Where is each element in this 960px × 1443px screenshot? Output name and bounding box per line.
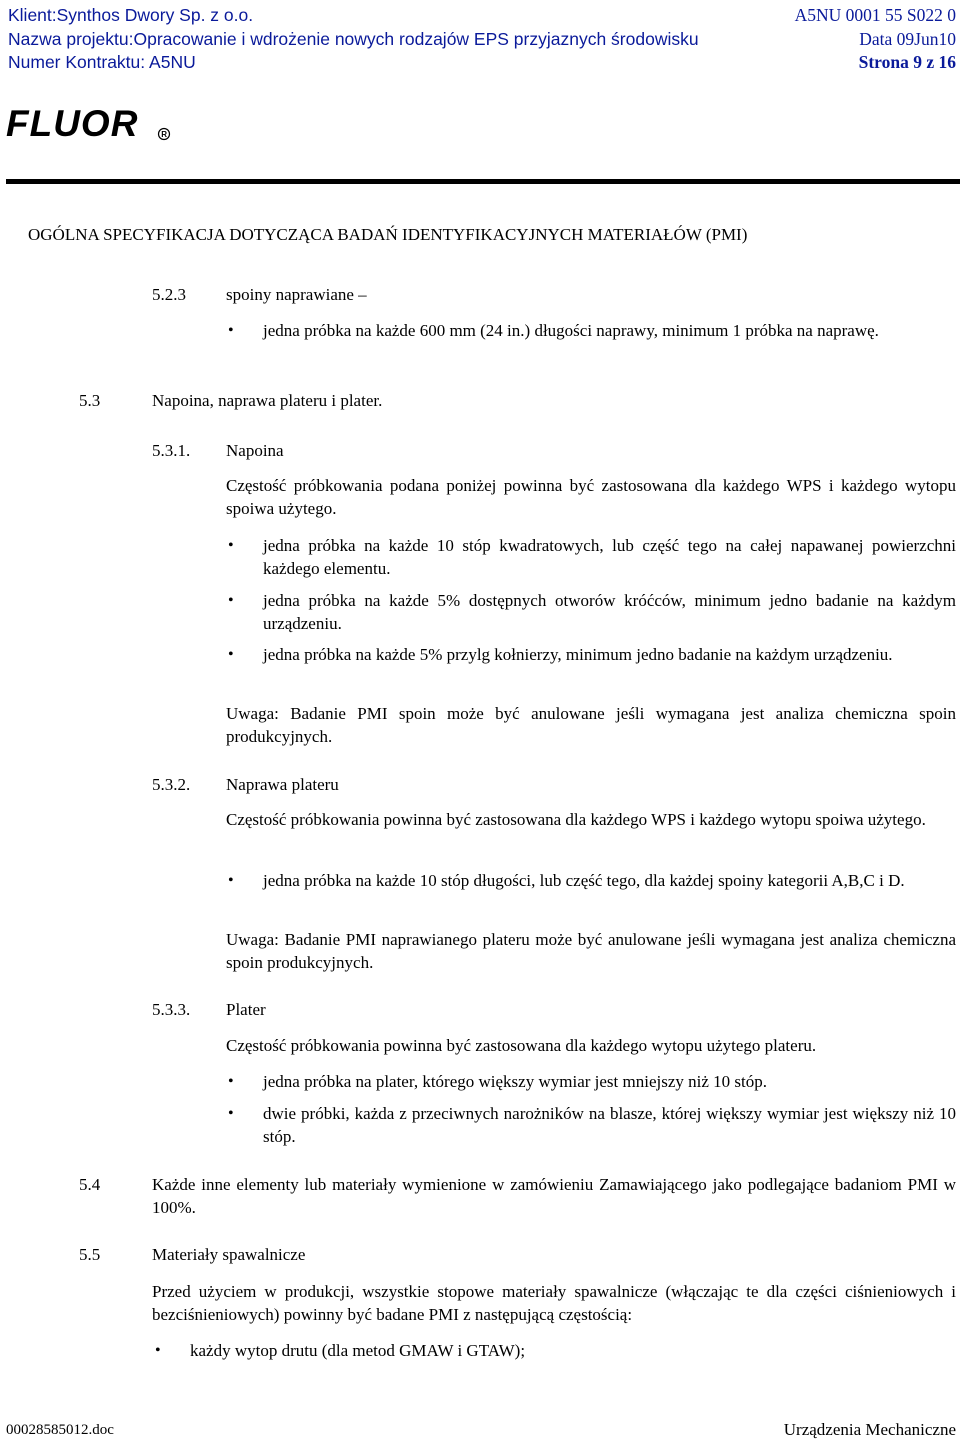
section-number-5-5: 5.5 [79,1245,101,1264]
bullet-icon: • [228,646,234,663]
section-number-5-3-2: 5.3.2. [152,775,191,794]
bullet-icon: • [228,537,234,554]
client-name: Klient:Synthos Dwory Sp. z o.o. [8,5,254,25]
list-item: jedna próbka na każde 10 stóp kwadratowych, lub część tego na całej napawanej powierzchni każdego elementu. [263,536,956,578]
list-item: jedna próbka na każde 10 stóp długości, lub część tego, dla każdej spoiny kategorii A,B,C i D. [263,871,905,890]
section-number-5-3-3: 5.3.3. [152,1000,191,1019]
paragraph-5-3-3: Częstość próbkowania powinna być zastosowana dla każdego wytopu użytego plateru. [226,1036,817,1055]
section-number-5-3: 5.3 [79,391,101,410]
paragraph-5-5: Przed użyciem w produkcji, wszystkie stopowe materiały spawalnicze (włączając te dla części ciśnieniowych i bezciśnieniowych) powinny być badane PMI z następującą częstością: [152,1282,956,1324]
list-item: jedna próbka na każde 5% dostępnych otworów króćców, minimum jedno badanie na każdym urządzeniu. [263,591,956,633]
list-item: każdy wytop drutu (dla metod GMAW i GTAW); [190,1341,526,1360]
paragraph-5-4: Każde inne elementy lub materiały wymienione w zamówieniu Zamawiającego jako podlegające badaniom PMI w 100%. [152,1175,956,1217]
document-number: A5NU 0001 55 S022 0 [794,5,956,25]
contract-number: Numer Kontraktu: A5NU [8,52,196,72]
section-title-5-3: Napoina, naprawa plateru i plater. [152,391,383,410]
section-title-5-2-3: spoiny naprawiane – [226,285,367,304]
section-title-5-3-3: Plater [226,1000,266,1019]
paragraph-5-3-2: Częstość próbkowania powinna być zastosowana dla każdego WPS i każdego wytopu spoiwa użytego. [226,810,926,829]
logo-wordmark: FLUOR [6,106,139,144]
list-item: jedna próbka na każde 5% przylg kołnierzy, minimum jedno badanie na każdym urządzeniu. [263,645,893,664]
section-number-5-4: 5.4 [79,1175,101,1194]
registered-mark-letter: R [161,130,167,140]
section-number-5-3-1: 5.3.1. [152,441,191,460]
bullet-icon: • [228,872,234,889]
bullet-icon: • [228,592,234,609]
list-item: dwie próbki, każda z przeciwnych narożników na blasze, której większy wymiar jest większy niż 10 stóp. [263,1104,956,1146]
paragraph-5-3-1: Częstość próbkowania podana poniżej powinna być zastosowana dla każdego WPS i każdego wytopu spoiwa użytego. [226,476,956,518]
note-5-3-1: Uwaga: Badanie PMI spoin może być anulowane jeśli wymagana jest analiza chemiczna spoin produkcyjnych. [226,704,956,746]
bullet-icon: • [228,322,234,339]
bullet-icon: • [228,1105,234,1122]
note-5-3-2: Uwaga: Badanie PMI naprawianego plateru może być anulowane jeśli wymagana jest analiza chemiczna spoin produkcyjnych. [226,930,956,972]
bullet-icon: • [155,1342,161,1359]
section-title-5-5: Materiały spawalnicze [152,1245,306,1264]
footer-department: Urządzenia Mechaniczne [783,1420,956,1439]
footer-filename: 00028585012.doc [6,1422,114,1438]
section-title-5-3-2: Naprawa plateru [226,775,339,794]
document-title: OGÓLNA SPECYFIKACJA DOTYCZĄCA BADAŃ IDENTYFIKACYJNYCH MATERIAŁÓW (PMI) [28,225,748,244]
document-date: Data 09Jun10 [859,29,956,49]
page-number: Strona 9 z 16 [858,52,956,72]
list-item: jedna próbka na plater, którego większy wymiar jest mniejszy niż 10 stóp. [263,1072,767,1091]
section-title-5-3-1: Napoina [226,441,284,460]
list-item: jedna próbka na każde 600 mm (24 in.) długości naprawy, minimum 1 próbka na naprawę. [263,321,879,340]
fluor-logo [6,106,176,146]
header-divider [6,179,960,184]
section-number-5-2-3: 5.2.3 [152,285,186,304]
bullet-icon: • [228,1073,234,1090]
project-name: Nazwa projektu:Opracowanie i wdrożenie nowych rodzajów EPS przyjaznych środowisku [8,29,699,49]
